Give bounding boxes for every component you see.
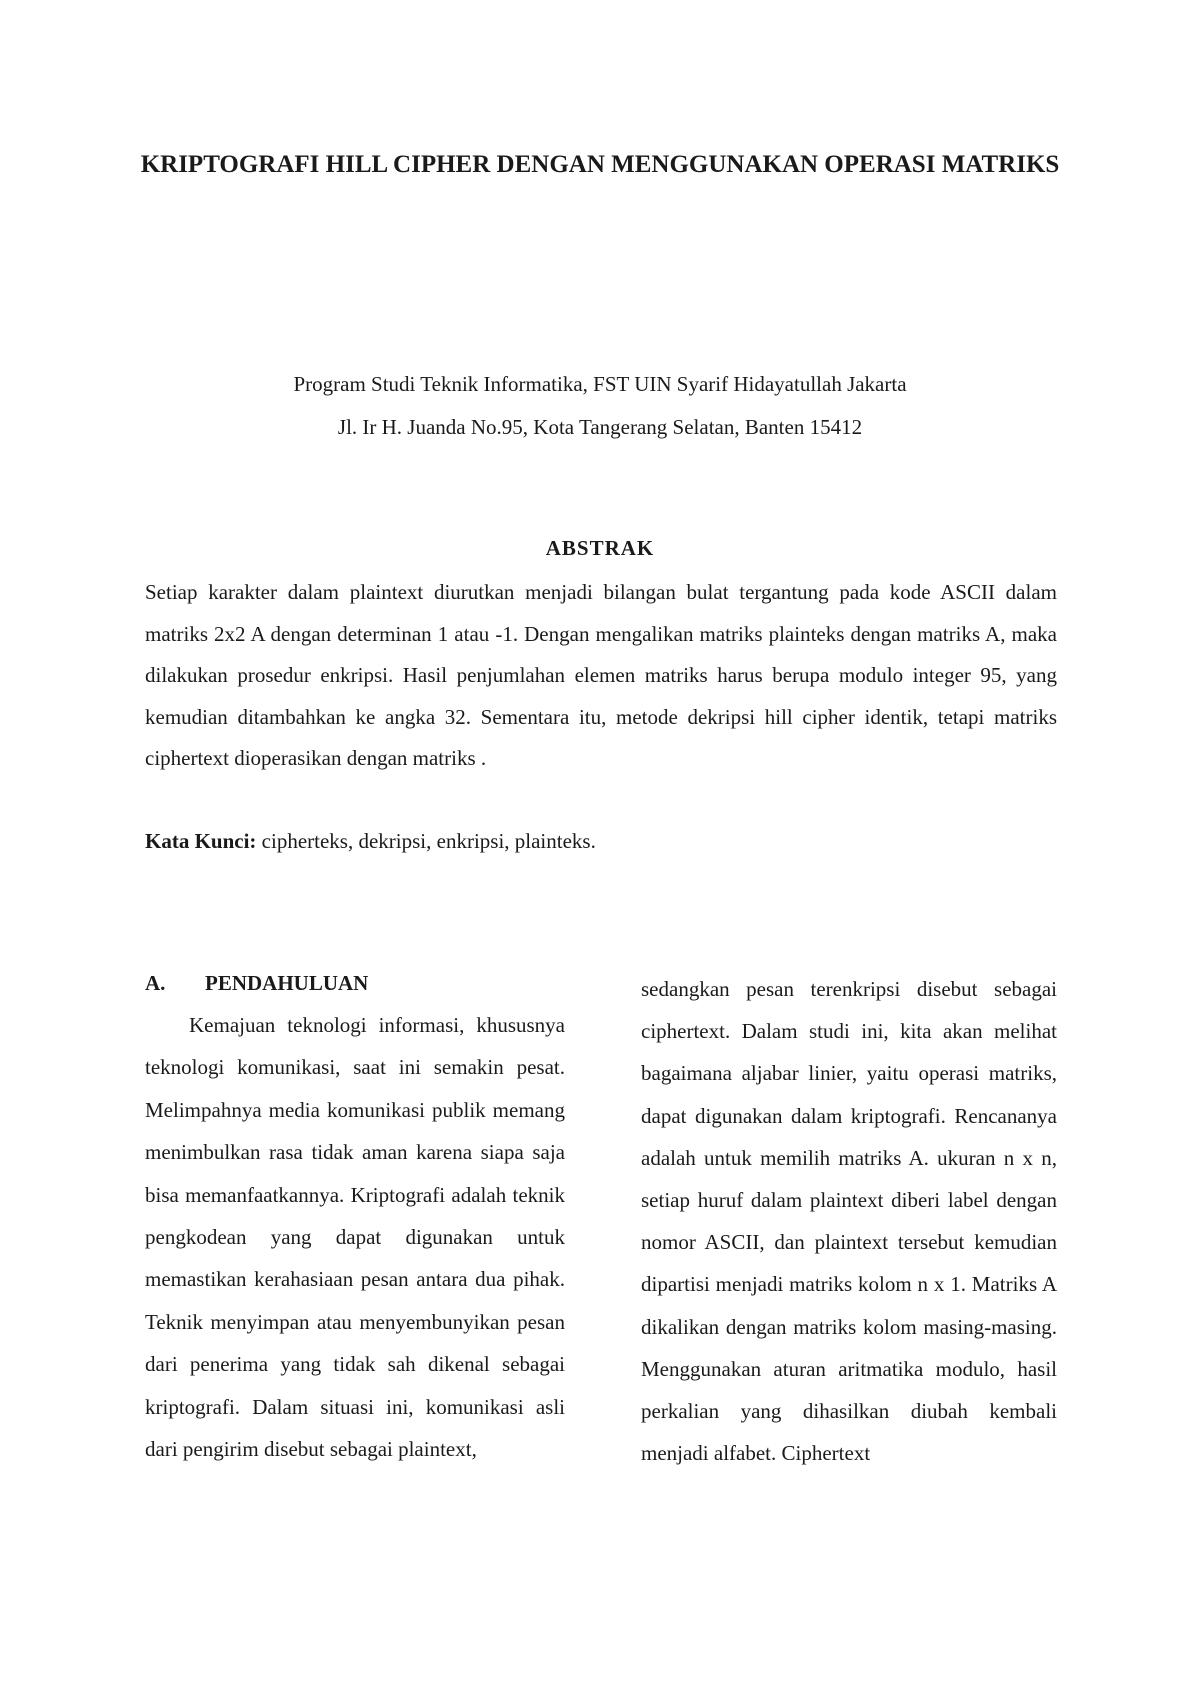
section-number: A.	[145, 971, 166, 995]
keywords	[145, 826, 1057, 856]
paper-title: KRIPTOGRAFI HILL CIPHER DENGAN MENGGUNAKAN OPERASI MATRIKS	[140, 151, 1060, 178]
abstract-body: Setiap karakter dalam plaintext diurutkan menjadi bilangan bulat tergantung pada kode ASCII dalam matriks 2x2 A dengan determinan 1 atau -1. Dengan mengalikan matriks plainteks dengan matriks A, maka dilakukan prosedur enkripsi. Hasil penjumlahan elemen matriks harus berupa modulo integer 95, yang kemudian ditambahkan ke angka 32. Sementara itu, metode dekripsi hill cipher identik, tetapi matriks ciphertext dioperasikan dengan matriks .	[145, 580, 1057, 770]
left-column-text: Kemajuan teknologi informasi, khususnya teknologi komunikasi, saat ini semakin pesat. Melimpahnya media komunikasi publik memang menimbulkan rasa tidak aman karena siapa saja bisa memanfaatkannya. Kriptografi adalah teknik pengkodean yang dapat digunakan untuk memastikan kerahasiaan pesan antara dua pihak. Teknik menyimpan atau menyembunyikan pesan dari penerima yang tidak sah dikenal sebagai kriptografi. Dalam situasi ini, komunikasi asli dari pengirim disebut sebagai plaintext,	[145, 1013, 565, 1462]
right-column-text: sedangkan pesan terenkripsi disebut sebagai ciphertext. Dalam studi ini, kita akan melihat bagaimana aljabar linier, yaitu operasi matriks, dapat digunakan dalam kriptografi. Rencananya adalah untuk memilih matriks A. ukuran n x n, setiap huruf dalam plaintext diberi label dengan nomor ASCII, dan plaintext tersebut kemudian dipartisi menjadi matriks kolom n x 1. Matriks A dikalikan dengan matriks kolom masing-masing. Menggunakan aturan aritmatika modulo, hasil perkalian yang dihasilkan diubah kembali menjadi alfabet. Ciphertext	[641, 977, 1057, 1466]
affiliation-line-1: Program Studi Teknik Informatika, FST UIN Syarif Hidayatullah Jakarta	[293, 372, 907, 396]
affiliation-line-2: Jl. Ir H. Juanda No.95, Kota Tangerang Selatan, Banten 15412	[337, 415, 863, 439]
section-title: PENDAHULUAN	[205, 971, 369, 995]
right-column	[641, 968, 1057, 1474]
keywords-list: cipherteks, dekripsi, enkripsi, plainteks.	[256, 829, 596, 853]
keywords-label: Kata Kunci:	[145, 829, 257, 853]
abstract-heading: ABSTRAK	[545, 536, 655, 560]
left-column	[145, 968, 565, 1470]
section-heading	[145, 968, 565, 998]
